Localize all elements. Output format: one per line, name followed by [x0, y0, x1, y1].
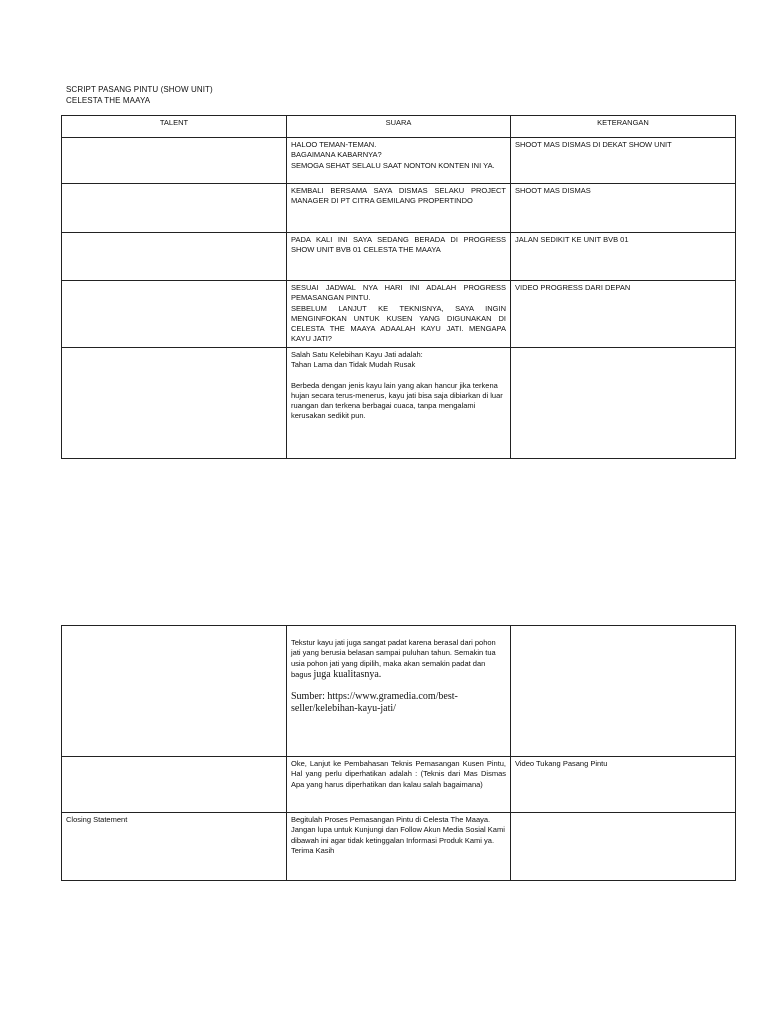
- suara-cell: KEMBALI BERSAMA SAYA DISMAS SELAKU PROJECT MANAGER DI PT CITRA GEMILANG PROPERTINDO: [287, 184, 511, 233]
- column-header-keterangan: KETERANGAN: [511, 116, 736, 138]
- script-table: [61, 115, 736, 459]
- table-row: [62, 348, 736, 459]
- keterangan-cell: [511, 348, 736, 459]
- suara-cell: [287, 626, 511, 757]
- keterangan-cell: [511, 813, 736, 881]
- suara-cell: SESUAI JADWAL NYA HARI INI ADALAH PROGRESS PEMASANGAN PINTU. SEBELUM LANJUT KE TEKNISNYA, SAYA INGIN MENGINFOKAN UNTUK KUSEN YANG DIGUNAKAN DI CELESTA THE MAAYA ADAALAH KAYU JATI. MENGAPA KAYU JATI?: [287, 281, 511, 348]
- suara-text: Tekstur kayu jati juga sangat padat karena berasal dari pohon jati yang berusia belasan sampai puluhan tahun. Semakin tua usia pohon jati yang dipilih, maka akan semakin padat dan bagus: [291, 638, 496, 679]
- talent-cell: [62, 281, 287, 348]
- keterangan-cell: SHOOT MAS DISMAS DI DEKAT SHOW UNIT: [511, 138, 736, 184]
- document-heading: [66, 84, 213, 106]
- talent-cell: Closing Statement: [62, 813, 287, 881]
- talent-cell: [62, 138, 287, 184]
- suara-paragraph: Berbeda dengan jenis kayu lain yang akan hancur jika terkena hujan secara terus-menerus, kayu jati bisa saja dibiarkan di luar ruangan dan terkena berbagai cuaca, tanpa mengalami kerusakan sedikit pun.: [291, 380, 503, 421]
- table-header-row: [62, 116, 736, 138]
- script-table-continued: [61, 625, 736, 881]
- table-row: [62, 138, 736, 184]
- column-header-talent: TALENT: [62, 116, 287, 138]
- table-row: [62, 233, 736, 281]
- keterangan-cell: Video Tukang Pasang Pintu: [511, 757, 736, 813]
- suara-cell: HALOO TEMAN-TEMAN. BAGAIMANA KABARNYA? SEMOGA SEHAT SELALU SAAT NONTON KONTEN INI YA.: [287, 138, 511, 184]
- document-title: SCRIPT PASANG PINTU (SHOW UNIT): [66, 85, 213, 94]
- suara-paragraph: [291, 638, 506, 681]
- table-row: [62, 626, 736, 757]
- suara-cell: PADA KALI INI SAYA SEDANG BERADA DI PROGRESS SHOW UNIT BVB 01 CELESTA THE MAAYA: [287, 233, 511, 281]
- suara-text-tail: juga kualitasnya.: [313, 668, 382, 680]
- keterangan-cell: JALAN SEDIKIT KE UNIT BVB 01: [511, 233, 736, 281]
- talent-cell: [62, 184, 287, 233]
- table-row: [62, 184, 736, 233]
- talent-cell: [62, 757, 287, 813]
- table-row: [62, 281, 736, 348]
- suara-cell: [287, 348, 511, 459]
- suara-paragraph: Salah Satu Kelebihan Kayu Jati adalah: Tahan Lama dan Tidak Mudah Rusak: [291, 350, 423, 370]
- table-row: [62, 757, 736, 813]
- suara-cell: Begitulah Proses Pemasangan Pintu di Celesta The Maaya. Jangan lupa untuk Kunjungi dan Follow Akun Media Sosial Kami dibawah ini agar tidak ketinggalan Informasi Produk Kami ya. Terima Kasih: [287, 813, 511, 881]
- table-row: [62, 813, 736, 881]
- keterangan-cell: [511, 626, 736, 757]
- column-header-suara: SUARA: [287, 116, 511, 138]
- talent-cell: [62, 348, 287, 459]
- keterangan-cell: SHOOT MAS DISMAS: [511, 184, 736, 233]
- source-citation: Sumber: https://www.gramedia.com/best-seller/kelebihan-kayu-jati/: [291, 690, 458, 714]
- suara-cell: Oke, Lanjut ke Pembahasan Teknis Pemasangan Kusen Pintu, Hal yang perlu diperhatikan adalah : (Teknis dari Mas Dismas Apa yang harus diperhatikan dan kalau salah bagaimana): [287, 757, 511, 813]
- talent-cell: [62, 626, 287, 757]
- keterangan-cell: VIDEO PROGRESS DARI DEPAN: [511, 281, 736, 348]
- document-subtitle: CELESTA THE MAAYA: [66, 96, 151, 105]
- talent-cell: [62, 233, 287, 281]
